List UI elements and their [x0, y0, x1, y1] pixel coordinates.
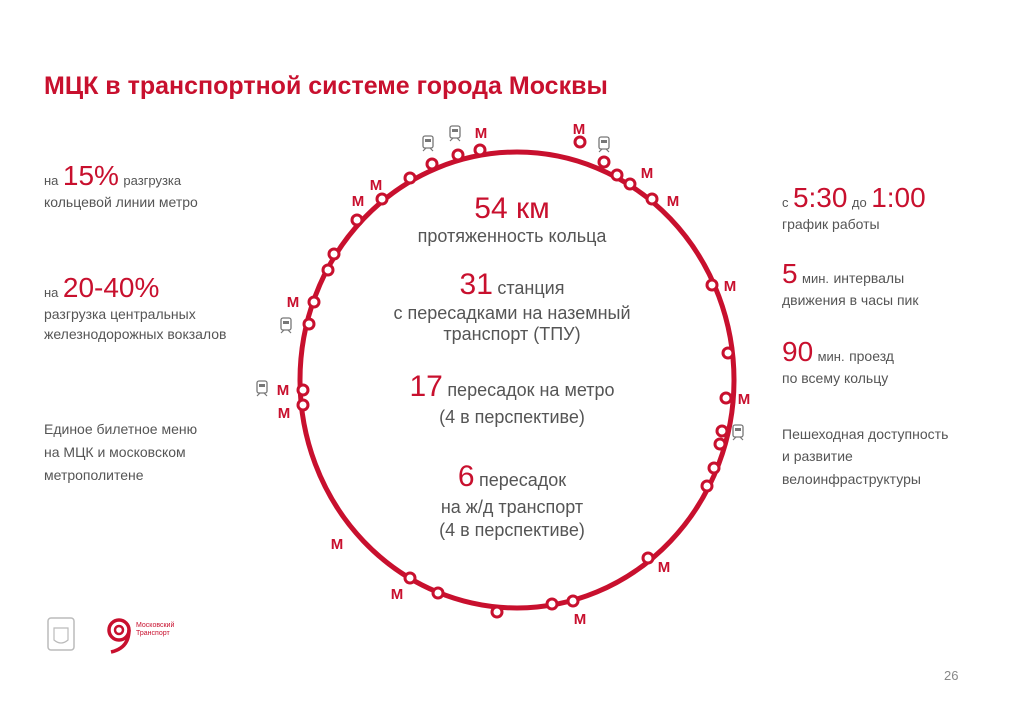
metro-transfers-value: 17 — [409, 370, 443, 403]
metro-icon: М — [572, 121, 586, 138]
page-title: МЦК в транспортной системе города Москвы — [44, 72, 608, 100]
moscow-transport-logo-text: Московский Транспорт — [136, 622, 175, 637]
stat-value: 20-40% — [62, 272, 160, 303]
station-dot — [599, 157, 609, 167]
station-dot — [643, 553, 653, 563]
station-dot — [453, 150, 463, 160]
station-dot — [612, 170, 622, 180]
station-dot — [377, 194, 387, 204]
metro-icon: М — [277, 405, 291, 422]
metro-transfers-block: 17 пересадок на метро (4 в перспективе) — [409, 370, 615, 427]
station-dot — [492, 607, 502, 617]
station-dot — [309, 297, 319, 307]
station-dot — [352, 215, 362, 225]
train-icon — [599, 137, 609, 152]
station-dot — [625, 179, 635, 189]
stations-value: 31 — [459, 268, 493, 301]
station-dot — [647, 194, 657, 204]
peak-interval: 5 мин. интервалы движения в часы пик — [782, 258, 919, 308]
moscow-coat-of-arms-icon — [46, 616, 76, 652]
rail-transfers-value: 6 — [457, 460, 475, 493]
station-dot — [721, 393, 731, 403]
train-icon — [281, 318, 291, 333]
station-dot — [547, 599, 557, 609]
ticket-menu-note: Единое билетное меню на МЦК и московском метрополитене — [44, 421, 198, 484]
ring-length-label: протяженность кольца — [417, 226, 607, 246]
station-dot — [715, 439, 725, 449]
station-dot — [298, 385, 308, 395]
station-dot — [575, 137, 585, 147]
metro-icon: М — [666, 193, 680, 210]
metro-icon: М — [723, 278, 737, 295]
station-dot — [709, 463, 719, 473]
station-dot — [405, 573, 415, 583]
page-number: 26 — [944, 668, 959, 683]
ring-line — [300, 152, 734, 608]
metro-icon: М — [276, 382, 290, 399]
pedestrian-note: Пешеходная доступность и развитие велоинфраструктуры — [782, 426, 949, 487]
station-dot — [702, 481, 712, 491]
metro-icon: М — [330, 536, 344, 553]
station-dot — [298, 400, 308, 410]
station-dot — [405, 173, 415, 183]
station-dot — [323, 265, 333, 275]
metro-icon: М — [657, 559, 671, 576]
stations-block: 31 станция с пересадками на наземный транспорт (ТПУ) — [393, 268, 631, 344]
stat-ring-relief: на 15% разгрузка кольцевой линии метро — [44, 160, 198, 210]
moscow-transport-logo-icon — [104, 614, 138, 654]
metro-icon: М — [474, 125, 488, 142]
station-dot — [717, 426, 727, 436]
station-dot — [723, 348, 733, 358]
metro-icon: М — [390, 586, 404, 603]
station-dot — [304, 319, 314, 329]
station-dot — [329, 249, 339, 259]
metro-icon: М — [573, 611, 587, 628]
rail-transfers-block: 6 пересадок на ж/д транспорт (4 в перспективе) — [439, 460, 585, 540]
station-dot — [568, 596, 578, 606]
station-dot — [475, 145, 485, 155]
metro-icon: М — [369, 177, 383, 194]
operating-hours: с 5:30 до 1:00 график работы — [782, 182, 926, 232]
metro-icon: М — [351, 193, 365, 210]
train-icon — [423, 136, 433, 151]
full-ring-trip: 90 мин. проезд по всему кольцу — [782, 336, 894, 386]
metro-icon: М — [737, 391, 751, 408]
train-icon — [257, 381, 267, 396]
ring-length-value: 54 км — [474, 192, 550, 225]
station-dot — [427, 159, 437, 169]
train-icon — [733, 425, 743, 440]
station-dot — [707, 280, 717, 290]
metro-icon: М — [640, 165, 654, 182]
station-dot — [433, 588, 443, 598]
metro-icon: М — [286, 294, 300, 311]
stat-station-relief: на 20-40% разгрузка центральных железнодорожных вокзалов — [44, 272, 227, 342]
train-icon — [450, 126, 460, 141]
stat-value: 15% — [62, 160, 119, 191]
